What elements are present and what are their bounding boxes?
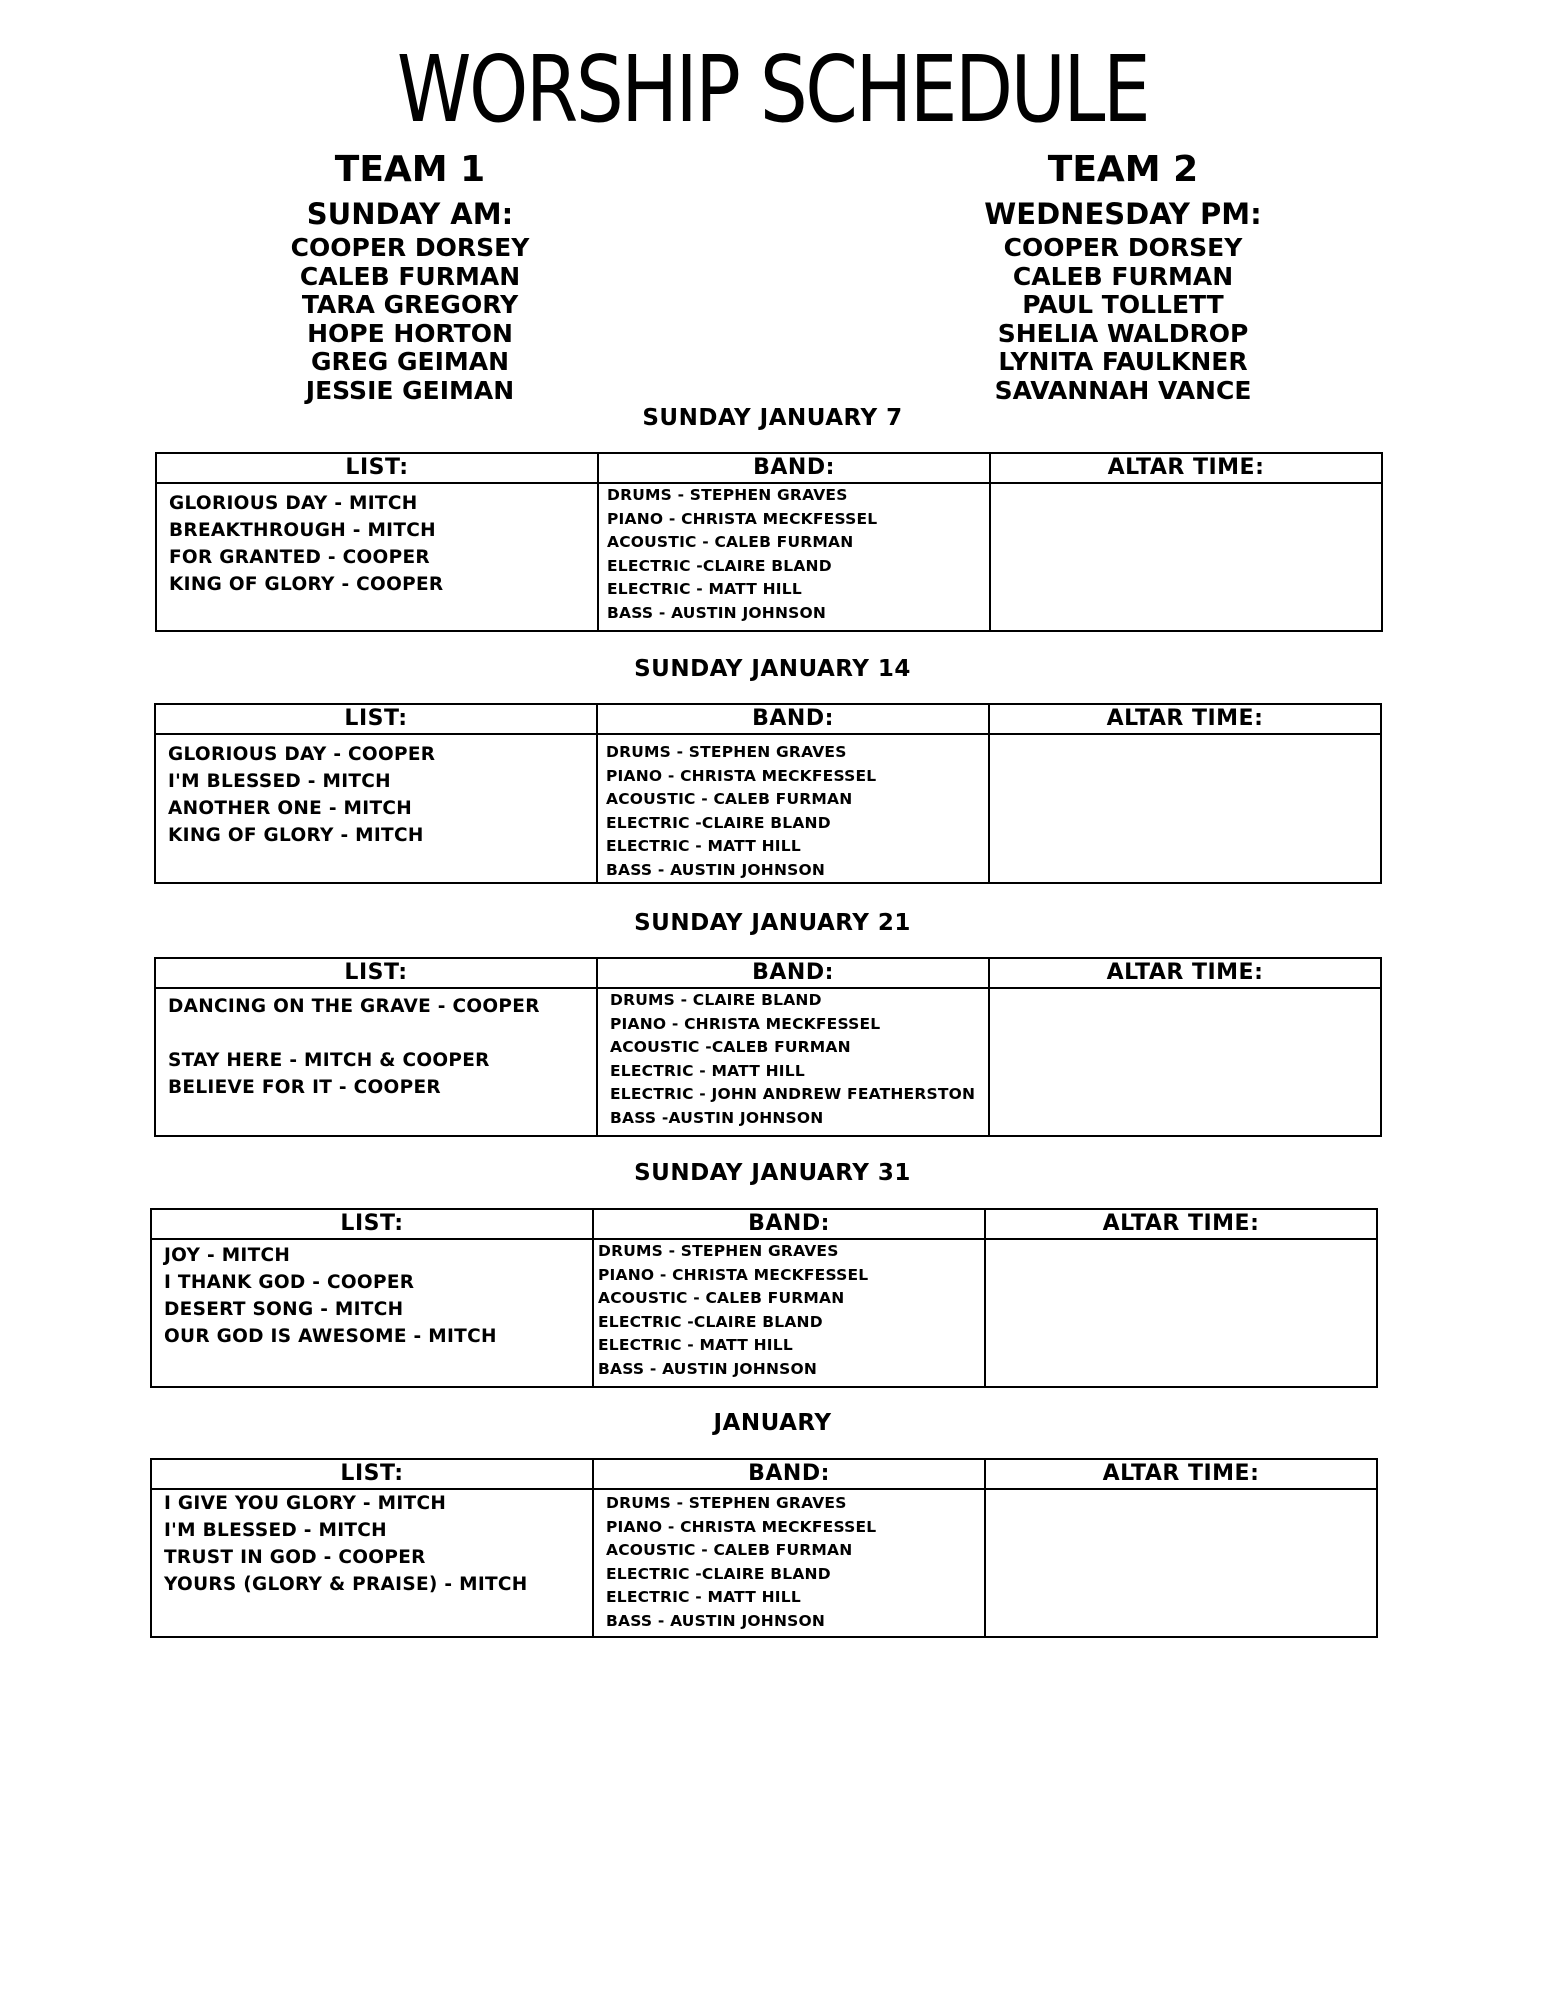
team-member: HOPE HORTON bbox=[307, 318, 513, 348]
song-item: I'M BLESSED - MITCH bbox=[164, 1520, 387, 1541]
song-item: GLORIOUS DAY - COOPER bbox=[168, 744, 436, 765]
team-member: CALEB FURMAN bbox=[299, 261, 521, 291]
band-member: ELECTRIC -CLAIRE BLAND bbox=[606, 1564, 831, 1583]
song-item: I THANK GOD - COOPER bbox=[164, 1272, 415, 1293]
band-member: ACOUSTIC - CALEB FURMAN bbox=[607, 533, 854, 551]
service-date: SUNDAY JANUARY 21 bbox=[634, 910, 911, 936]
band-header: BAND: bbox=[598, 453, 990, 483]
band-member: PIANO - CHRISTA MECKFESSEL bbox=[606, 766, 877, 785]
altar-time-cell bbox=[985, 1239, 1377, 1387]
band-member: ACOUSTIC - CALEB FURMAN bbox=[606, 790, 853, 808]
service-date: SUNDAY JANUARY 14 bbox=[634, 656, 911, 682]
song-item: DESERT SONG - MITCH bbox=[164, 1299, 404, 1320]
team-member: JESSIE GEIMAN bbox=[305, 375, 515, 405]
band-member: PIANO - CHRISTA MECKFESSEL bbox=[606, 1517, 877, 1536]
band-member: BASS - AUSTIN JOHNSON bbox=[607, 603, 827, 622]
team-member: LYNITA FAULKNER bbox=[998, 347, 1248, 376]
band-header: BAND: bbox=[597, 704, 989, 734]
band-member: BASS - AUSTIN JOHNSON bbox=[598, 1359, 818, 1378]
band-member: ELECTRIC - MATT HILL bbox=[607, 580, 802, 598]
band-member: ELECTRIC -CLAIRE BLAND bbox=[607, 556, 832, 575]
band-member: PIANO - CHRISTA MECKFESSEL bbox=[598, 1265, 869, 1284]
team-day: SUNDAY AM: bbox=[306, 197, 514, 231]
song-item: OUR GOD IS AWESOME - MITCH bbox=[164, 1326, 497, 1347]
team-member: PAUL TOLLETT bbox=[1022, 290, 1224, 319]
band-member: DRUMS - STEPHEN GRAVES bbox=[607, 486, 848, 504]
band-member: PIANO - CHRISTA MECKFESSEL bbox=[607, 509, 878, 528]
song-item: BREAKTHROUGH - MITCH bbox=[169, 520, 436, 541]
band-cell bbox=[593, 1489, 985, 1637]
list-header: LIST: bbox=[155, 704, 597, 734]
list-header: LIST: bbox=[151, 1459, 593, 1489]
song-item: FOR GRANTED - COOPER bbox=[169, 547, 430, 568]
altar-header: ALTAR TIME: bbox=[989, 958, 1381, 988]
band-header: BAND: bbox=[597, 958, 989, 988]
song-list-cell bbox=[155, 988, 597, 1136]
band-member: ELECTRIC - MATT HILL bbox=[598, 1336, 793, 1354]
song-item: YOURS (GLORY & PRAISE) - MITCH bbox=[164, 1574, 528, 1595]
song-list-cell bbox=[151, 1489, 593, 1637]
song-item: BELIEVE FOR IT - COOPER bbox=[168, 1077, 441, 1098]
band-member: PIANO - CHRISTA MECKFESSEL bbox=[610, 1014, 881, 1033]
list-header: LIST: bbox=[155, 958, 597, 988]
band-member: ACOUSTIC - CALEB FURMAN bbox=[606, 1541, 853, 1559]
song-item: ANOTHER ONE - MITCH bbox=[168, 798, 413, 819]
service-date: SUNDAY JANUARY 31 bbox=[634, 1160, 911, 1186]
schedule-table bbox=[150, 1208, 1378, 1388]
team-member: COOPER DORSEY bbox=[290, 233, 530, 262]
band-member: ELECTRIC -CLAIRE BLAND bbox=[606, 813, 831, 832]
schedule-table bbox=[154, 957, 1382, 1137]
service-date: SUNDAY JANUARY 7 bbox=[642, 405, 903, 431]
team-2 bbox=[923, 148, 1323, 405]
altar-time-cell bbox=[990, 483, 1382, 631]
altar-header: ALTAR TIME: bbox=[989, 704, 1381, 734]
team-member: CALEB FURMAN bbox=[1012, 261, 1234, 291]
band-member: ACOUSTIC - CALEB FURMAN bbox=[598, 1289, 845, 1307]
team-name: TEAM 2 bbox=[1047, 149, 1199, 190]
schedule-table bbox=[150, 1458, 1378, 1638]
altar-header: ALTAR TIME: bbox=[990, 453, 1382, 483]
band-member: BASS -AUSTIN JOHNSON bbox=[610, 1108, 824, 1127]
altar-header: ALTAR TIME: bbox=[985, 1459, 1377, 1489]
song-item: GLORIOUS DAY - MITCH bbox=[169, 493, 418, 514]
schedule-table bbox=[154, 703, 1382, 884]
song-list-cell bbox=[155, 734, 597, 883]
band-member: ELECTRIC -CLAIRE BLAND bbox=[598, 1312, 823, 1331]
team-member: SHELIA WALDROP bbox=[997, 318, 1249, 348]
band-member: DRUMS - CLAIRE BLAND bbox=[610, 991, 822, 1009]
team-member: COOPER DORSEY bbox=[1003, 233, 1243, 262]
song-item: TRUST IN GOD - COOPER bbox=[164, 1547, 426, 1568]
page-title: WORSHIP SCHEDULE bbox=[396, 36, 1149, 143]
list-header: LIST: bbox=[151, 1209, 593, 1239]
band-cell bbox=[597, 734, 989, 883]
song-item: KING OF GLORY - MITCH bbox=[168, 825, 424, 846]
band-member: DRUMS - STEPHEN GRAVES bbox=[606, 1494, 847, 1512]
song-item: KING OF GLORY - COOPER bbox=[169, 574, 444, 595]
service-date: JANUARY bbox=[713, 1410, 832, 1436]
song-item: STAY HERE - MITCH & COOPER bbox=[168, 1050, 490, 1071]
band-member: BASS - AUSTIN JOHNSON bbox=[606, 1611, 826, 1630]
team-member: GREG GEIMAN bbox=[310, 347, 510, 376]
band-cell bbox=[598, 483, 990, 631]
band-cell bbox=[593, 1239, 985, 1387]
song-item: I'M BLESSED - MITCH bbox=[168, 771, 391, 792]
team-member: SAVANNAH VANCE bbox=[994, 375, 1252, 405]
altar-header: ALTAR TIME: bbox=[985, 1209, 1377, 1239]
band-member: DRUMS - STEPHEN GRAVES bbox=[606, 743, 847, 761]
band-header: BAND: bbox=[593, 1459, 985, 1489]
band-header: BAND: bbox=[593, 1209, 985, 1239]
song-item: I GIVE YOU GLORY - MITCH bbox=[164, 1493, 447, 1514]
band-member: ELECTRIC - MATT HILL bbox=[606, 837, 801, 855]
song-list-cell bbox=[151, 1239, 593, 1387]
band-member: BASS - AUSTIN JOHNSON bbox=[606, 860, 826, 879]
list-header: LIST: bbox=[156, 453, 598, 483]
band-cell bbox=[597, 988, 989, 1136]
song-item: DANCING ON THE GRAVE - COOPER bbox=[168, 996, 540, 1017]
band-member: ACOUSTIC -CALEB FURMAN bbox=[610, 1038, 851, 1056]
band-member: ELECTRIC - JOHN ANDREW FEATHERSTON bbox=[610, 1085, 976, 1103]
team-member: TARA GREGORY bbox=[301, 290, 519, 319]
schedule-table bbox=[155, 452, 1383, 632]
band-member: ELECTRIC - MATT HILL bbox=[610, 1061, 805, 1080]
team-day: WEDNESDAY PM: bbox=[984, 197, 1262, 231]
altar-time-cell bbox=[985, 1489, 1377, 1637]
band-member: ELECTRIC - MATT HILL bbox=[606, 1588, 801, 1606]
team-name: TEAM 1 bbox=[334, 149, 486, 190]
song-list-cell bbox=[156, 483, 598, 631]
altar-time-cell bbox=[989, 734, 1381, 883]
altar-time-cell bbox=[989, 988, 1381, 1136]
song-item: JOY - MITCH bbox=[164, 1245, 291, 1266]
team-1 bbox=[210, 148, 610, 405]
band-member: DRUMS - STEPHEN GRAVES bbox=[598, 1242, 839, 1260]
